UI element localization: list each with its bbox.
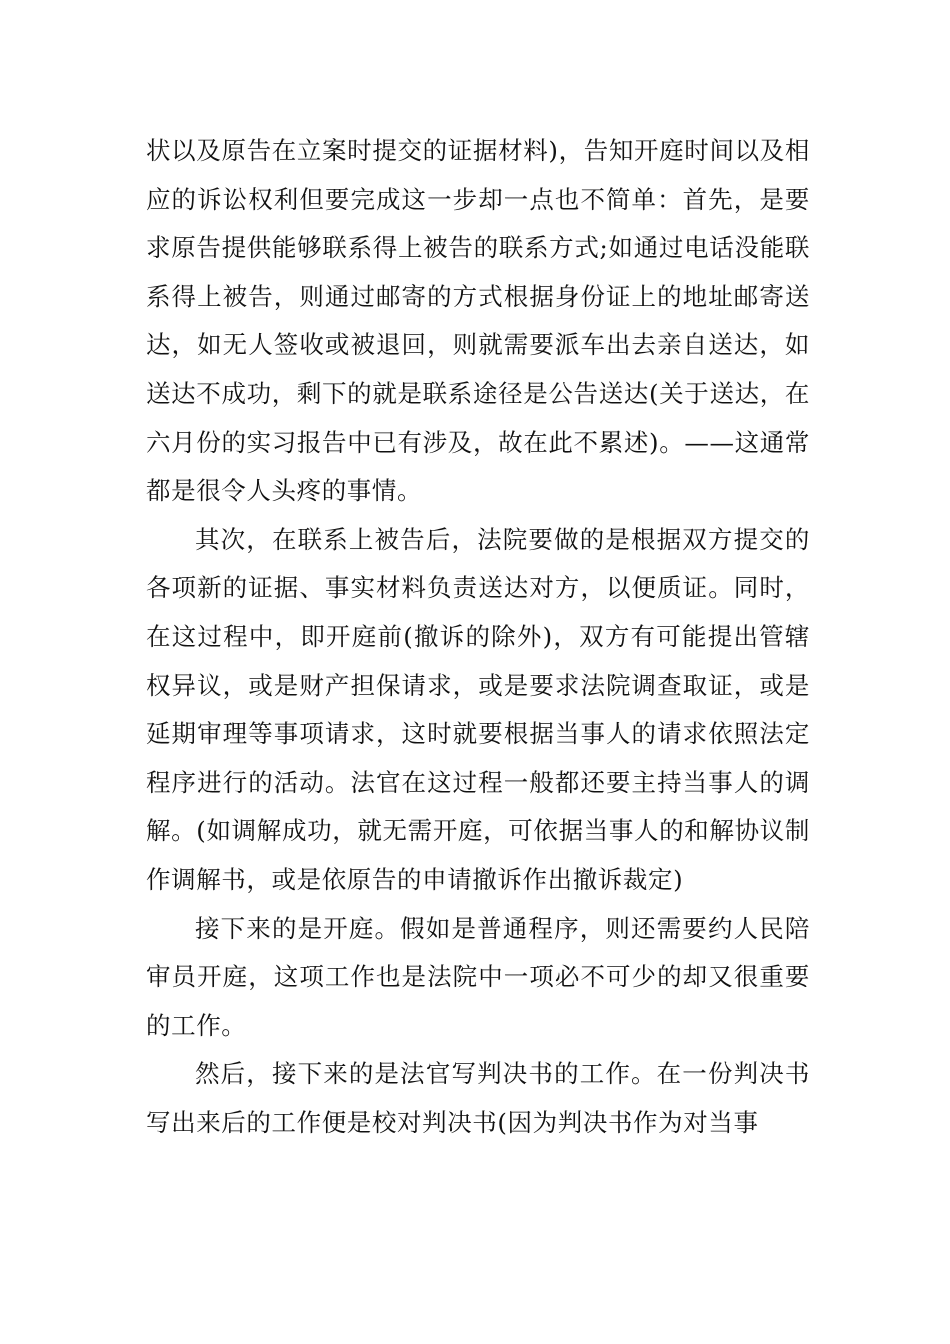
document-page <box>146 127 810 1147</box>
paragraph-court-hearing: 接下来的是开庭。假如是普通程序，则还需要约人民陪审员开庭，这项工作也是法院中一项必不可少的却又很重要的工作。 <box>146 913 810 1040</box>
paragraph-pretrial-procedures: 其次，在联系上被告后，法院要做的是根据双方提交的各项新的证据、事实材料负责送达对方，以便质证。同时，在这过程中，即开庭前(撤诉的除外)，双方有可能提出管辖权异议，或是财产担保请求，或是要求法院调查取证，或是延期审理等事项请求，这时就要根据当事人的请求依照法定程序进行的活动。法官在这过程一般都还要主持当事人的调解。(如调解成功，就无需开庭，可依据当事人的和解协议制作调解书，或是依原告的申请撤诉作出撤诉裁定) <box>146 524 810 894</box>
paragraph-service-of-process: 状以及原告在立案时提交的证据材料)，告知开庭时间以及相应的诉讼权利但要完成这一步却一点也不简单：首先，是要求原告提供能够联系得上被告的联系方式;如通过电话没能联系得上被告，则通过邮寄的方式根据身份证上的地址邮寄送达，如无人签收或被退回，则就需要派车出去亲自送达，如送达不成功，剩下的就是联系途径是公告送达(关于送达，在六月份的实习报告中已有涉及，故在此不累述)。——这通常都是很令人头疼的事情。 <box>146 136 810 506</box>
paragraph-judgment-writing: 然后，接下来的是法官写判决书的工作。在一份判决书写出来后的工作便是校对判决书(因为判决书作为对当事 <box>146 1059 810 1137</box>
